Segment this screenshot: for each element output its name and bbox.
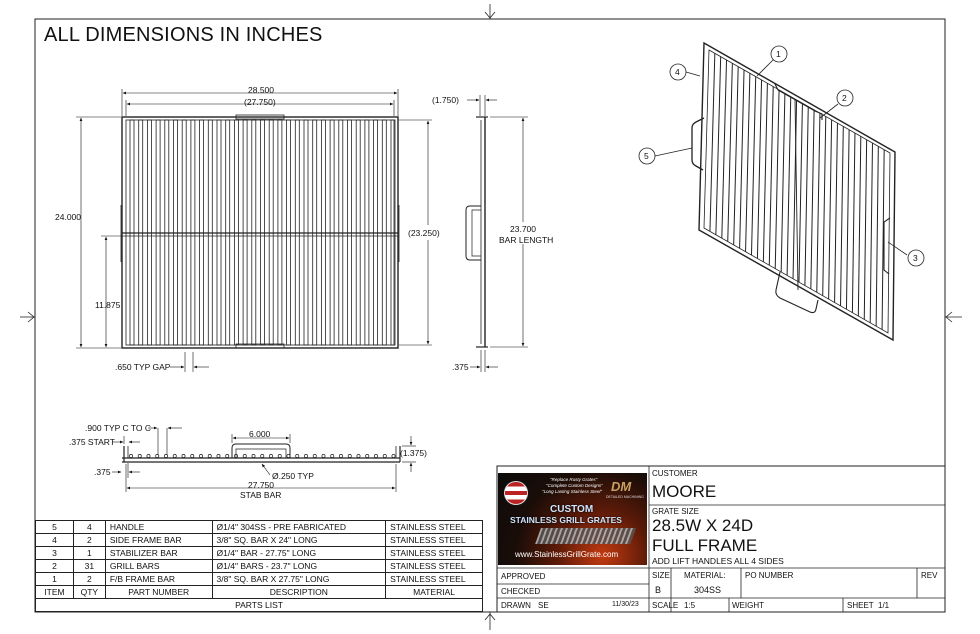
front-dimensions: [76, 89, 398, 372]
flag-icon: [504, 481, 528, 505]
iso-grill-bar: [716, 57, 721, 235]
parts-list-table: [35, 520, 483, 612]
isometric-view: [692, 43, 895, 340]
dim-handle: 6.000: [249, 429, 271, 439]
parts-list-cell: STABILIZER BAR: [105, 547, 212, 560]
parts-list-cell: 2: [36, 560, 74, 573]
iso-grill-bar: [846, 130, 849, 310]
grill-bar-section: [278, 454, 281, 457]
grill-bar-section: [191, 454, 194, 457]
scale-label: SCALE: [652, 601, 679, 610]
company-logo: [498, 473, 647, 565]
balloon-label-1: 1: [776, 49, 781, 59]
dim-bottom-offset: .375: [94, 467, 111, 477]
brand-mark: DM: [611, 479, 632, 494]
iso-grill-bar: [852, 133, 855, 313]
grill-bar-section: [331, 454, 334, 457]
scale-value: 1:5: [684, 601, 696, 610]
parts-list-cell: DESCRIPTION: [212, 586, 386, 599]
grill-bar-section: [147, 454, 150, 457]
parts-list-cell: STAINLESS STEEL: [386, 521, 483, 534]
dim-inner-width: (27.750): [244, 97, 276, 107]
parts-list-cell: 2: [73, 573, 105, 586]
grill-bar-section: [138, 454, 141, 457]
dim-bar-length: 23.700: [510, 224, 536, 234]
dim-stab-bar-label: STAB BAR: [240, 490, 282, 500]
iso-grill-bar: [775, 90, 779, 269]
grill-bar-section: [252, 454, 255, 457]
logo-custom: CUSTOM: [550, 504, 594, 515]
customer-label: CUSTOMER: [652, 469, 698, 478]
grate-size-line1: 28.5W X 24D: [652, 516, 754, 535]
material-value: 304SS: [694, 585, 722, 595]
iso-grill-bar: [829, 120, 832, 299]
iso-grill-bar: [805, 106, 808, 285]
grill-bar-section: [313, 454, 316, 457]
checked-label: CHECKED: [501, 587, 541, 596]
parts-list-cell: MATERIAL: [386, 586, 483, 599]
iso-grill-bar: [734, 67, 739, 245]
logo-tagline-3: "Long Lasting Stainless Steel": [542, 489, 602, 494]
grate-note: ADD LIFT HANDLES ALL 4 SIDES: [652, 556, 784, 566]
parts-list-cell: QTY: [73, 586, 105, 599]
iso-grill-bar: [751, 77, 755, 256]
grill-bar-section: [173, 454, 176, 457]
iso-grill-bar: [864, 140, 866, 320]
rev-label: REV: [921, 571, 938, 580]
dim-side-offset: .375: [452, 362, 469, 372]
iso-grill-bar: [740, 70, 744, 248]
parts-list-cell: Ø1/4" 304SS - PRE FABRICATED: [212, 521, 386, 534]
balloon-label-2: 2: [842, 93, 847, 103]
dim-width: 28.500: [248, 85, 274, 95]
parts-list-cell: 2: [73, 534, 105, 547]
dim-depth: (1.750): [432, 95, 459, 105]
grill-bar-section: [383, 454, 386, 457]
grill-bar-section: [261, 454, 264, 457]
iso-grill-bar: [835, 123, 838, 302]
grate-size-line2: FULL FRAME: [652, 536, 758, 555]
parts-list-row: [36, 521, 483, 534]
iso-grill-bar: [787, 97, 791, 276]
iso-grill-bar: [876, 146, 878, 326]
approved-label: APPROVED: [501, 572, 546, 581]
grill-bar-section: [199, 454, 202, 457]
parts-list-cell: 1: [36, 573, 74, 586]
parts-list-cell: F/B FRAME BAR: [105, 573, 212, 586]
page-title: ALL DIMENSIONS IN INCHES: [44, 24, 323, 46]
dim-diameter: Ø.250 TYP: [272, 471, 314, 481]
bottom-view: [122, 444, 400, 462]
drawn-label: DRAWN: [501, 601, 531, 610]
dim-stab-bar: 27.750: [248, 480, 274, 490]
grill-bar-section: [129, 454, 132, 457]
grill-bar-section: [357, 454, 360, 457]
weight-label: WEIGHT: [732, 601, 764, 610]
grill-bar-section: [269, 454, 272, 457]
dim-bar-length-label: BAR LENGTH: [499, 235, 554, 245]
iso-grill-bar: [757, 80, 761, 259]
parts-list-cell: 3/8" SQ. BAR X 24" LONG: [212, 534, 386, 547]
parts-list-row: [36, 534, 483, 547]
logo-url: www.StainlessGrillGrate.com: [515, 550, 619, 559]
iso-grill-bar: [799, 103, 802, 282]
parts-list-cell: STAINLESS STEEL: [386, 534, 483, 547]
parts-list-cell: SIDE FRAME BAR: [105, 534, 212, 547]
iso-grill-bar: [763, 83, 767, 262]
grill-bar-section: [243, 454, 246, 457]
customer-name: MOORE: [652, 482, 717, 501]
parts-list-cell: Ø1/4" BAR - 27.75" LONG: [212, 547, 386, 560]
parts-list-cell: 1: [73, 547, 105, 560]
parts-list-row: [36, 573, 483, 586]
grill-bar-section: [374, 454, 377, 457]
grill-bar-section: [217, 454, 220, 457]
parts-list-cell: PART NUMBER: [105, 586, 212, 599]
dim-c-to-c: .900 TYP C TO C: [85, 423, 151, 433]
grate-size-label: GRATE SIZE: [652, 507, 699, 516]
grill-bar-section: [322, 454, 325, 457]
grill-bar-section: [366, 454, 369, 457]
grill-bar-section: [156, 454, 159, 457]
iso-grill-bar: [746, 73, 750, 251]
po-number-label: PO NUMBER: [745, 571, 794, 580]
balloon-label-4: 4: [675, 67, 680, 77]
brand-sub: DETAILED MACHINING: [606, 495, 644, 499]
balloon-label-5: 5: [644, 151, 649, 161]
parts-list-cell: 4: [73, 521, 105, 534]
iso-grill-bar: [817, 113, 820, 292]
parts-list-cell: 3/8" SQ. BAR X 27.75" LONG: [212, 573, 386, 586]
size-label: SIZE: [652, 571, 670, 580]
parts-list-cell: GRILL BARS: [105, 560, 212, 573]
size-value: B: [655, 585, 662, 595]
grill-bar-section: [304, 454, 307, 457]
balloon-label-3: 3: [913, 253, 918, 263]
grill-bar-section: [208, 454, 211, 457]
dim-inner-height: (23.250): [408, 228, 440, 238]
iso-grill-bar: [870, 143, 872, 323]
grill-bar-section: [182, 454, 185, 457]
iso-grill-bar: [841, 126, 844, 305]
parts-list-cell: ITEM: [36, 586, 74, 599]
drawn-date: 11/30/23: [612, 601, 639, 608]
dim-gap: .650 TYP GAP: [115, 362, 171, 372]
logo-stainless-grill-grates: STAINLESS GRILL GRATES: [510, 515, 622, 525]
grill-bar-section: [392, 454, 395, 457]
parts-list-cell: 3: [36, 547, 74, 560]
parts-list-cell: Ø1/4" BARS - 23.7" LONG: [212, 560, 386, 573]
drawn-by: SE: [538, 601, 549, 610]
dim-bottom-height: (1.375): [400, 448, 427, 458]
side-view: [466, 117, 488, 347]
iso-grill-bar: [823, 116, 826, 295]
front-view: [121, 115, 399, 348]
logo-tagline-1: "Replace Rusty Grates": [550, 477, 598, 482]
parts-list-header: [36, 586, 483, 599]
grill-bar-section: [339, 454, 342, 457]
iso-grill-bar: [728, 63, 733, 241]
parts-list-cell: HANDLE: [105, 521, 212, 534]
parts-list-row: [36, 547, 483, 560]
material-label: MATERIAL:: [684, 571, 726, 580]
iso-grill-bar: [769, 87, 773, 266]
iso-grill-bar: [781, 93, 785, 272]
grill-bar-section: [226, 454, 229, 457]
sheet-label: SHEET: [847, 601, 874, 610]
parts-list-caption-row: [36, 599, 483, 612]
iso-grill-bar: [722, 60, 727, 238]
dim-height: 24.000: [55, 212, 81, 222]
grate-graphic: [535, 528, 636, 544]
dim-half-height: 11.875: [95, 300, 121, 310]
iso-grill-bar: [858, 136, 860, 316]
iso-grill-bar: [710, 53, 715, 231]
parts-list-cell: 31: [73, 560, 105, 573]
parts-list-cell: 5: [36, 521, 74, 534]
parts-list-row: [36, 560, 483, 573]
iso-grill-bar: [811, 110, 814, 289]
grill-bar-section: [296, 454, 299, 457]
parts-list-caption: PARTS LIST: [36, 599, 483, 612]
parts-list-cell: STAINLESS STEEL: [386, 547, 483, 560]
logo-tagline-2: "Complete Custom Designs": [546, 483, 603, 488]
parts-list-cell: 4: [36, 534, 74, 547]
dim-start: .375 START: [69, 437, 115, 447]
parts-list-cell: STAINLESS STEEL: [386, 573, 483, 586]
parts-list-cell: STAINLESS STEEL: [386, 560, 483, 573]
sheet-value: 1/1: [878, 601, 890, 610]
grill-bar-section: [348, 454, 351, 457]
